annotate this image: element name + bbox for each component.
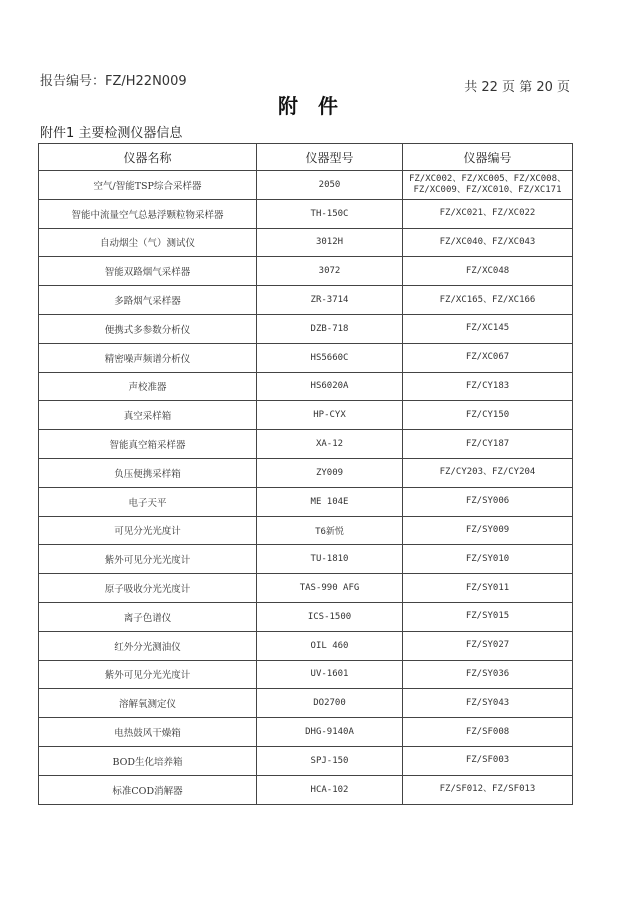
instrument-code-line: FZ/CY203、FZ/CY204 <box>439 467 536 478</box>
instrument-code <box>403 430 573 459</box>
table-row <box>39 458 573 487</box>
table-row <box>39 718 573 747</box>
column-header-model: 仪器型号 <box>257 144 403 171</box>
table-row <box>39 545 573 574</box>
instrument-code <box>403 314 573 343</box>
instrument-code-line: FZ/XC145 <box>465 323 510 334</box>
instrument-model: HS6020A <box>257 372 403 401</box>
report-number: 报告编号：FZ/H22N009 <box>40 74 187 89</box>
instrument-code-line: FZ/XC067 <box>465 352 510 363</box>
instrument-code-line: FZ/SF012、FZ/SF013 <box>439 784 536 795</box>
instrument-model: TH-150C <box>257 199 403 228</box>
instrument-model: HCA-102 <box>257 775 403 804</box>
instrument-name: 多路烟气采样器 <box>39 286 257 315</box>
instrument-code-line: FZ/SY010 <box>465 553 510 564</box>
instrument-code <box>403 257 573 286</box>
instrument-name: 紫外可见分光光度计 <box>39 545 257 574</box>
instrument-code <box>403 401 573 430</box>
instrument-name: 离子色谱仪 <box>39 602 257 631</box>
instrument-code <box>403 343 573 372</box>
instrument-code <box>403 171 573 200</box>
table-header-row <box>39 144 573 171</box>
column-header-code: 仪器编号 <box>403 144 573 171</box>
instrument-code-line: FZ/XC040、FZ/XC043 <box>439 236 536 247</box>
instrument-name: 精密噪声频谱分析仪 <box>39 343 257 372</box>
table-row <box>39 602 573 631</box>
instrument-code <box>403 458 573 487</box>
attachment-subtitle: 附件1 主要检测仪器信息 <box>40 126 183 141</box>
instrument-code-line: FZ/CY150 <box>465 409 510 420</box>
instrument-name: 自动烟尘（气）测试仪 <box>39 228 257 257</box>
instrument-code-line: FZ/SY006 <box>465 496 510 507</box>
instrument-name: 智能真空箱采样器 <box>39 430 257 459</box>
instrument-code <box>403 286 573 315</box>
table-row <box>39 775 573 804</box>
instrument-code-line: FZ/SF008 <box>465 726 510 737</box>
instrument-code-line: FZ/XC021、FZ/XC022 <box>439 208 536 219</box>
instrument-code <box>403 689 573 718</box>
instrument-code <box>403 746 573 775</box>
instrument-code-line: FZ/SF003 <box>465 755 510 766</box>
table-row <box>39 516 573 545</box>
instrument-code <box>403 516 573 545</box>
instrument-code-line: FZ/XC002、FZ/XC005、FZ/XC008、 <box>408 173 567 184</box>
instrument-code-line: FZ/CY183 <box>465 380 510 391</box>
instrument-code-line: FZ/CY187 <box>465 438 510 449</box>
instrument-name: BOD生化培养箱 <box>39 746 257 775</box>
instrument-code <box>403 631 573 660</box>
instrument-code <box>403 602 573 631</box>
instrument-name: 电子天平 <box>39 487 257 516</box>
instrument-code-line: FZ/XC009、FZ/XC010、FZ/XC171 <box>413 184 562 195</box>
instrument-name: 红外分光测油仪 <box>39 631 257 660</box>
instrument-name: 智能中流量空气总悬浮颗粒物采样器 <box>39 199 257 228</box>
instrument-model: TU-1810 <box>257 545 403 574</box>
page-title: 附件 <box>278 94 358 118</box>
instrument-code-line: FZ/SY015 <box>465 611 510 622</box>
instrument-code <box>403 545 573 574</box>
table-row <box>39 343 573 372</box>
column-header-name: 仪器名称 <box>39 144 257 171</box>
instrument-name: 紫外可见分光光度计 <box>39 660 257 689</box>
table-row <box>39 314 573 343</box>
instrument-model: DHG-9140A <box>257 718 403 747</box>
table-body <box>39 171 573 805</box>
table-row <box>39 660 573 689</box>
instrument-code <box>403 574 573 603</box>
instrument-model: HP-CYX <box>257 401 403 430</box>
instrument-code-line: FZ/SY036 <box>465 668 510 679</box>
instrument-code-line: FZ/SY011 <box>465 582 510 593</box>
table-row <box>39 689 573 718</box>
instrument-name: 负压便携采样箱 <box>39 458 257 487</box>
table-row <box>39 401 573 430</box>
instrument-model: UV-1601 <box>257 660 403 689</box>
instrument-model: ZR-3714 <box>257 286 403 315</box>
instrument-name: 便携式多参数分析仪 <box>39 314 257 343</box>
instrument-code <box>403 372 573 401</box>
instrument-code <box>403 775 573 804</box>
table-row <box>39 487 573 516</box>
instrument-code-line: FZ/SY043 <box>465 697 510 708</box>
instrument-model: DO2700 <box>257 689 403 718</box>
instrument-code <box>403 660 573 689</box>
instrument-model: OIL 460 <box>257 631 403 660</box>
instrument-code-line: FZ/SY027 <box>465 640 510 651</box>
instrument-model: XA-12 <box>257 430 403 459</box>
instrument-name: 声校准器 <box>39 372 257 401</box>
instrument-model: SPJ-150 <box>257 746 403 775</box>
table-row <box>39 199 573 228</box>
table-row <box>39 574 573 603</box>
instrument-code <box>403 718 573 747</box>
table-row <box>39 171 573 200</box>
instrument-model: HS5660C <box>257 343 403 372</box>
instrument-model: 3072 <box>257 257 403 286</box>
instrument-model: TAS-990 AFG <box>257 574 403 603</box>
table-row <box>39 430 573 459</box>
instrument-model: ME 104E <box>257 487 403 516</box>
table-row <box>39 257 573 286</box>
instrument-name: 真空采样箱 <box>39 401 257 430</box>
instrument-code <box>403 228 573 257</box>
page-info: 共 22 页 第 20 页 <box>464 80 570 95</box>
table-row <box>39 228 573 257</box>
instrument-code <box>403 487 573 516</box>
instrument-model: T6新悦 <box>257 516 403 545</box>
instrument-model: 3012H <box>257 228 403 257</box>
instrument-model: 2050 <box>257 171 403 200</box>
instrument-code-line: FZ/XC048 <box>465 265 510 276</box>
instrument-name: 电热鼓风干燥箱 <box>39 718 257 747</box>
table-row <box>39 372 573 401</box>
instrument-code-line: FZ/XC165、FZ/XC166 <box>439 294 536 305</box>
instrument-model: DZB-718 <box>257 314 403 343</box>
instrument-name: 智能双路烟气采样器 <box>39 257 257 286</box>
instrument-model: ICS-1500 <box>257 602 403 631</box>
instrument-name: 空气/智能TSP综合采样器 <box>39 171 257 200</box>
table-row <box>39 746 573 775</box>
instrument-code <box>403 199 573 228</box>
instrument-table <box>38 143 573 805</box>
table-row <box>39 286 573 315</box>
instrument-code-line: FZ/SY009 <box>465 524 510 535</box>
table-row <box>39 631 573 660</box>
instrument-name: 标准COD消解器 <box>39 775 257 804</box>
instrument-name: 溶解氧测定仪 <box>39 689 257 718</box>
instrument-name: 可见分光光度计 <box>39 516 257 545</box>
instrument-name: 原子吸收分光光度计 <box>39 574 257 603</box>
instrument-model: ZY009 <box>257 458 403 487</box>
